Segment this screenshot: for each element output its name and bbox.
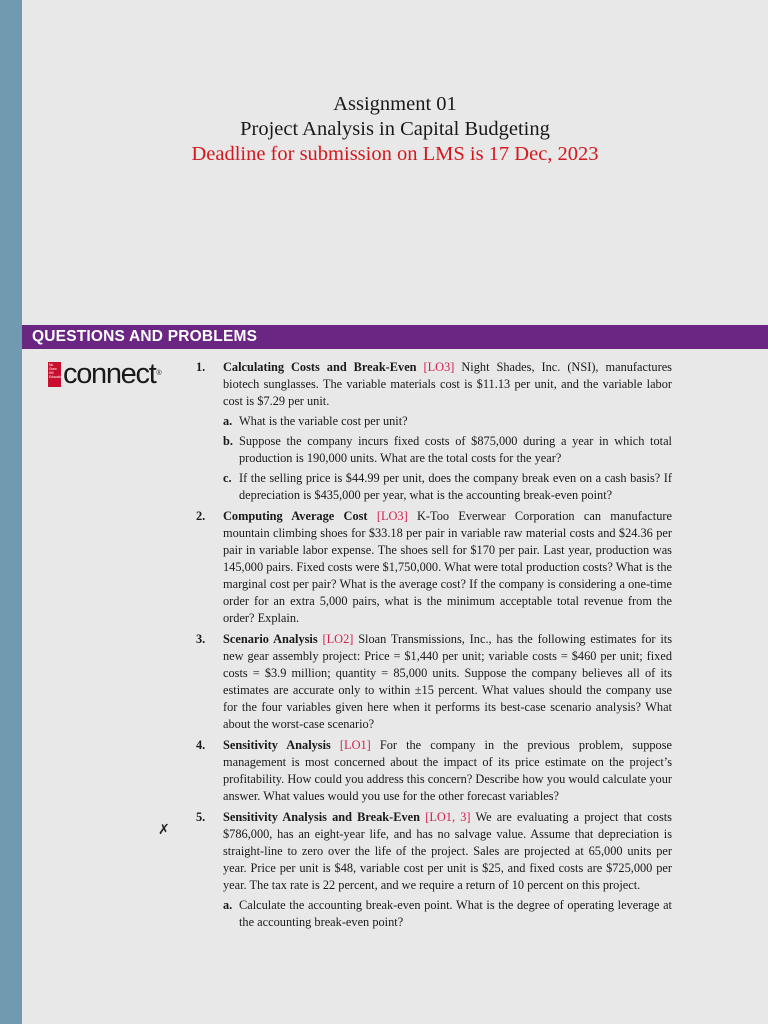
connect-wordmark	[63, 358, 161, 390]
deadline-notice: Deadline for submission on LMS is 17 Dec, 2023	[191, 143, 599, 165]
problem-text: K-Too Everwear Corporation can manufacture mountain climbing shoes for $33.18 per pair in variable raw material costs and $24.36 per pair in variable labor expense. The shoes sell for $170 per pair. Last year, production was 145,000 pairs. Fixed costs were $1,750,000. What were total production costs? What is the marginal cost per pair? What is the average cost? If the company is considering a one-time order for an extra 5,000 pairs, what is the minimum acceptable total revenue from the order? Explain.	[223, 509, 672, 625]
problem-4	[196, 737, 672, 805]
problem-text: Night Shades, Inc. (NSI), manufactures biotech sunglasses. The variable materials cost is $11.13 per unit, and the variable labor cost is $7.29 per unit.	[223, 360, 672, 408]
part-text: What is the variable cost per unit?	[239, 414, 408, 428]
learning-objective: [LO3]	[423, 360, 455, 374]
problem-title: Sensitivity Analysis	[223, 738, 331, 752]
part-letter: b.	[223, 434, 233, 448]
connect-logo	[48, 358, 161, 390]
learning-objective: [LO2]	[322, 632, 354, 646]
part-text: Calculate the accounting break-even point. What is the degree of operating leverage at the accounting break-even point?	[239, 898, 672, 929]
part-letter: a.	[223, 898, 233, 912]
registered-mark: ®	[156, 370, 161, 377]
problem-list	[196, 359, 672, 931]
learning-objective: [LO1, 3]	[425, 810, 471, 824]
problem-2	[196, 508, 672, 627]
problem-number: 2.	[196, 509, 206, 523]
side-color-strip	[0, 0, 22, 1024]
problem-number: 3.	[196, 632, 206, 646]
assignment-header	[22, 92, 768, 167]
learning-objective: [LO3]	[376, 509, 408, 523]
problem-part	[223, 470, 672, 504]
part-text: If the selling price is $44.99 per unit, does the company break even on a cash basis? If depreciation is $435,000 per year, what is the accounting break-even point?	[239, 471, 672, 502]
section-header-bar	[22, 325, 768, 349]
problem-title: Sensitivity Analysis and Break-Even	[223, 810, 421, 824]
part-text: Suppose the company incurs fixed costs of $875,000 during a year in which total production is 190,000 units. What are the total costs for the year?	[239, 434, 672, 465]
problem-title: Scenario Analysis	[223, 632, 318, 646]
assignment-subtitle: Project Analysis in Capital Budgeting	[240, 118, 550, 140]
assignment-title: Assignment 01	[333, 93, 457, 115]
part-letter: c.	[223, 471, 232, 485]
problem-part	[223, 413, 672, 430]
part-letter: a.	[223, 414, 233, 428]
problem-part	[223, 897, 672, 931]
problem-text: Sloan Transmissions, Inc., has the following estimates for its new gear assembly project: Price = $1,440 per unit; variable costs = $460 per unit; fixed costs = $3.9 million; quantity = 85,000 units. Suppose the company believes all of its estimates are accurate only to within ±15 percent. What values should the company use for the four variables given here when it performs its best-case scenario analysis? What about the worst-case scenario?	[223, 632, 673, 731]
mcgraw-hill-logo-icon: Mc Graw Hill Education	[48, 362, 61, 387]
section-title: QUESTIONS AND PROBLEMS	[32, 328, 258, 345]
learning-objective: [LO1]	[339, 738, 371, 752]
problem-3	[196, 631, 672, 733]
problem-title: Calculating Costs and Break-Even	[223, 360, 417, 374]
problem-text: For the company in the previous problem, suppose management is most concerned about the impact of its price estimate on the project’s profitability. How could you address this concern? Describe how you would calculate your answer. What values would you use for the other forecast variables?	[223, 738, 672, 803]
problem-title: Computing Average Cost	[223, 509, 368, 523]
problem-number: 4.	[196, 738, 206, 752]
problem-1	[196, 359, 672, 504]
problem-text: We are evaluating a project that costs $786,000, has an eight-year life, and has no salvage value. Assume that depreciation is straight-line to zero over the life of the project. Sales are projected at 65,000 units per year. Price per unit is $48, variable cost per unit is $25, and fixed costs are $725,000 per year. The tax rate is 22 percent, and we require a return of 10 percent on this project.	[223, 810, 672, 892]
problem-number: 1.	[196, 360, 206, 374]
problem-5	[196, 809, 672, 931]
problem-number: 5.	[196, 810, 206, 824]
problem-part	[223, 433, 672, 467]
connect-text: connect	[63, 358, 156, 390]
excel-marker-icon: ✗	[158, 822, 170, 838]
